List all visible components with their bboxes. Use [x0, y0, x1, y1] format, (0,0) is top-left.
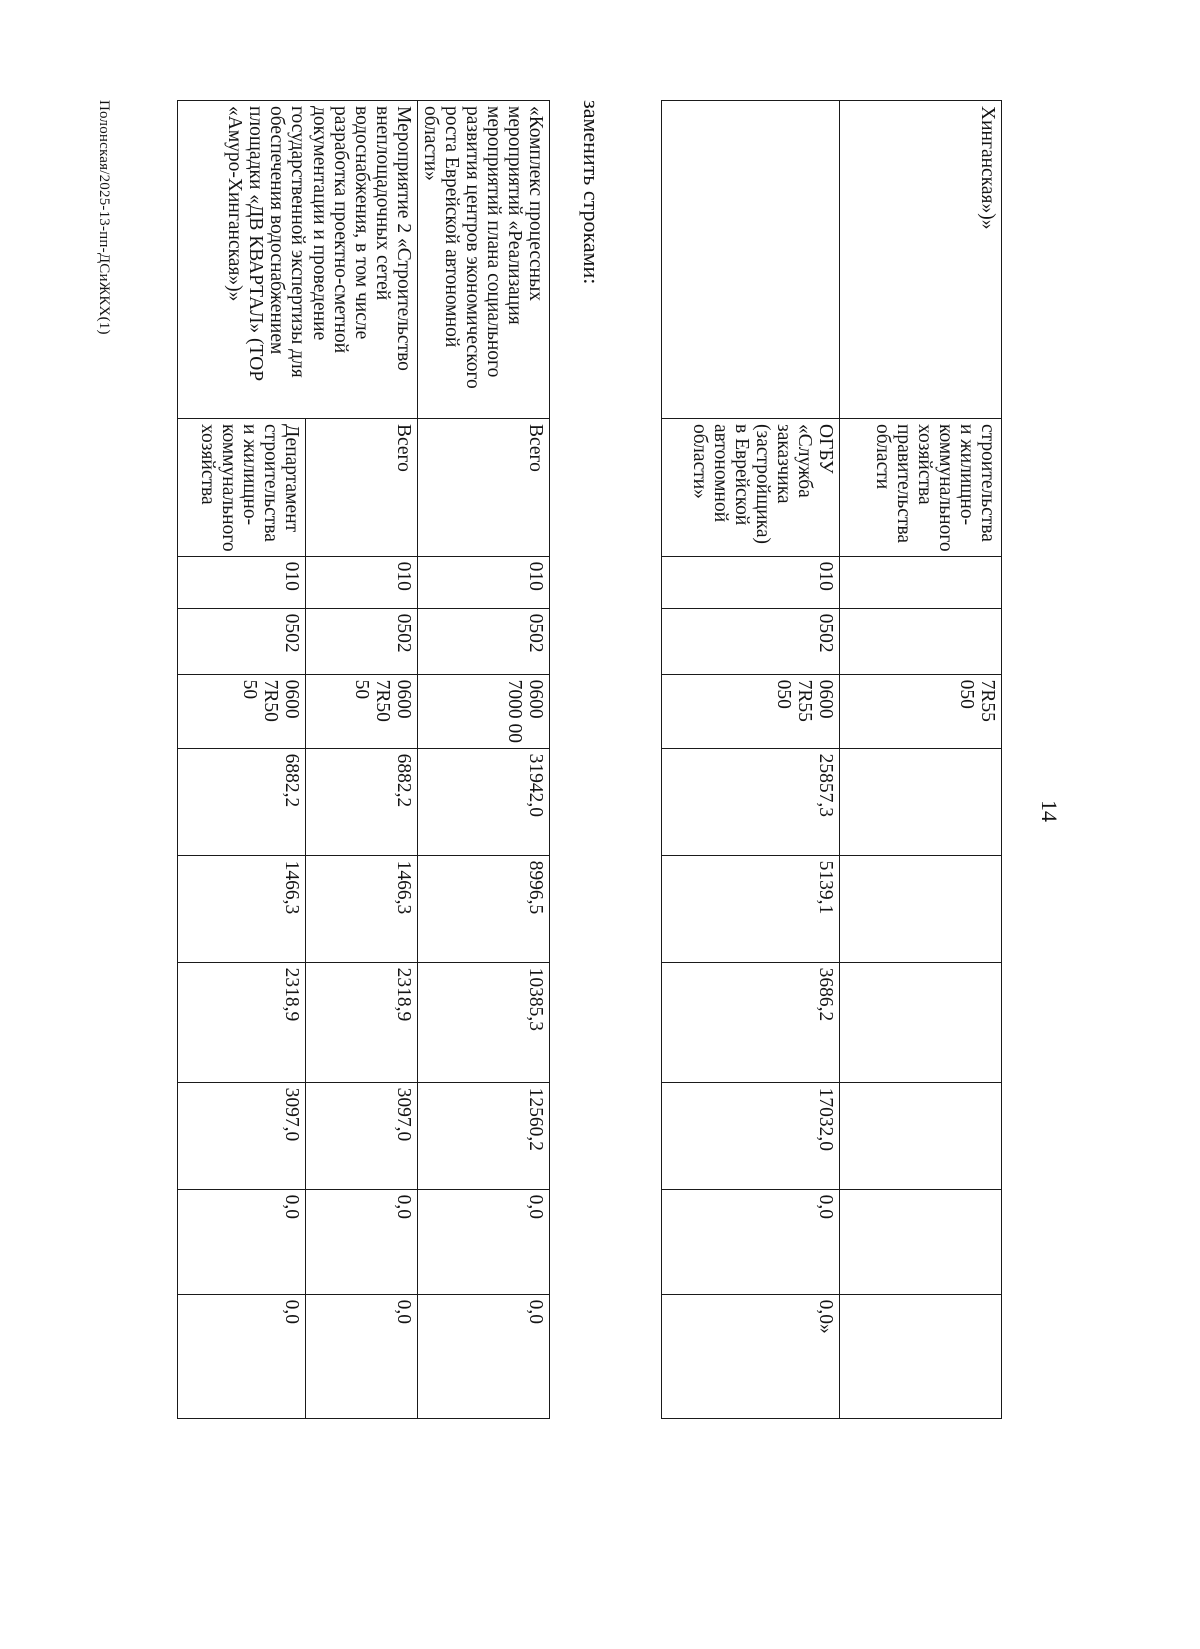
target-code-cell: 0600 7000 00 — [417, 674, 549, 748]
year4-cell: 0,0 — [305, 1189, 417, 1294]
year4-cell: 0,0 — [662, 1189, 840, 1294]
document-footer-code: Полонская/2025-13-пп-ДСиЖКХ(1) — [96, 100, 112, 335]
year4-cell: 0,0 — [177, 1189, 305, 1294]
executor-cell: строительства и жилищно-коммунального хозяйства правительства области — [840, 419, 1002, 557]
page-number: 14 — [1037, 800, 1062, 822]
section-code-cell: 0502 — [177, 608, 305, 674]
year1-cell — [840, 855, 1002, 962]
grbs-code-cell: 010 — [177, 556, 305, 608]
year5-cell: 0,0 — [305, 1294, 417, 1418]
table-row — [840, 101, 1002, 1419]
program-name-cell: Мероприятие 2 «Строительство внеплощадочных сетей водоснабжения, в том числе разработка проектно-сметной документации и проведение государственной экспертизы для обеспечения водоснабжением площадки «ДВ КВАРТАЛ» (ТОР «Амуро-Хинганская»)» — [177, 101, 417, 419]
year5-cell: 0,0 — [177, 1294, 305, 1418]
year5-cell: 0,0 — [417, 1294, 549, 1418]
section-code-cell: 0502 — [662, 608, 840, 674]
lower-table-body — [177, 101, 549, 1419]
year3-cell: 12560,2 — [417, 1082, 549, 1189]
year2-cell: 10385,3 — [417, 962, 549, 1082]
grbs-code-cell: 010 — [417, 556, 549, 608]
target-code-cell: 0600 7R50 50 — [177, 674, 305, 748]
lower-budget-table — [177, 100, 550, 1419]
section-code-cell: 0502 — [417, 608, 549, 674]
executor-cell: Всего — [305, 419, 417, 557]
upper-budget-table — [661, 100, 1002, 1419]
year5-cell — [840, 1294, 1002, 1418]
program-name-cell — [662, 101, 840, 419]
section-code-cell — [840, 608, 1002, 674]
executor-cell: Всего — [417, 419, 549, 557]
year1-cell: 5139,1 — [662, 855, 840, 962]
upper-table-body — [662, 101, 1002, 1419]
program-name-cell: «Комплекс процессных мероприятий «Реализация мероприятий плана социального развития центров экономического роста Еврейской автономной области» — [417, 101, 549, 419]
program-name-cell: Хинганская»)» — [840, 101, 1002, 419]
year1-cell: 8996,5 — [417, 855, 549, 962]
target-code-cell: 7R55 050 — [840, 674, 1002, 748]
target-code-cell: 0600 7R55 050 — [662, 674, 840, 748]
grbs-code-cell: 010 — [305, 556, 417, 608]
year2-cell: 3686,2 — [662, 962, 840, 1082]
total-cell: 25857,3 — [662, 748, 840, 855]
total-cell: 31942,0 — [417, 748, 549, 855]
grbs-code-cell — [840, 556, 1002, 608]
year3-cell: 3097,0 — [177, 1082, 305, 1189]
section-code-cell: 0502 — [305, 608, 417, 674]
total-cell: 6882,2 — [305, 748, 417, 855]
year3-cell: 17032,0 — [662, 1082, 840, 1189]
grbs-code-cell: 010 — [662, 556, 840, 608]
year5-cell: 0,0» — [662, 1294, 840, 1418]
year1-cell: 1466,3 — [177, 855, 305, 962]
replace-heading: заменить строками: — [579, 100, 604, 285]
year1-cell: 1466,3 — [305, 855, 417, 962]
table-row — [305, 101, 417, 1419]
total-cell: 6882,2 — [177, 748, 305, 855]
year2-cell — [840, 962, 1002, 1082]
table-row — [662, 101, 840, 1419]
total-cell — [840, 748, 1002, 855]
year4-cell — [840, 1189, 1002, 1294]
year2-cell: 2318,9 — [305, 962, 417, 1082]
year3-cell — [840, 1082, 1002, 1189]
executor-cell: ОГБУ «Служба заказчика (застройщика) в Еврейской автономной области» — [662, 419, 840, 557]
table-row — [417, 101, 549, 1419]
executor-cell: Департамент строительства и жилищно-коммунального хозяйства — [177, 419, 305, 557]
target-code-cell: 0600 7R50 50 — [305, 674, 417, 748]
year3-cell: 3097,0 — [305, 1082, 417, 1189]
year4-cell: 0,0 — [417, 1189, 549, 1294]
year2-cell: 2318,9 — [177, 962, 305, 1082]
